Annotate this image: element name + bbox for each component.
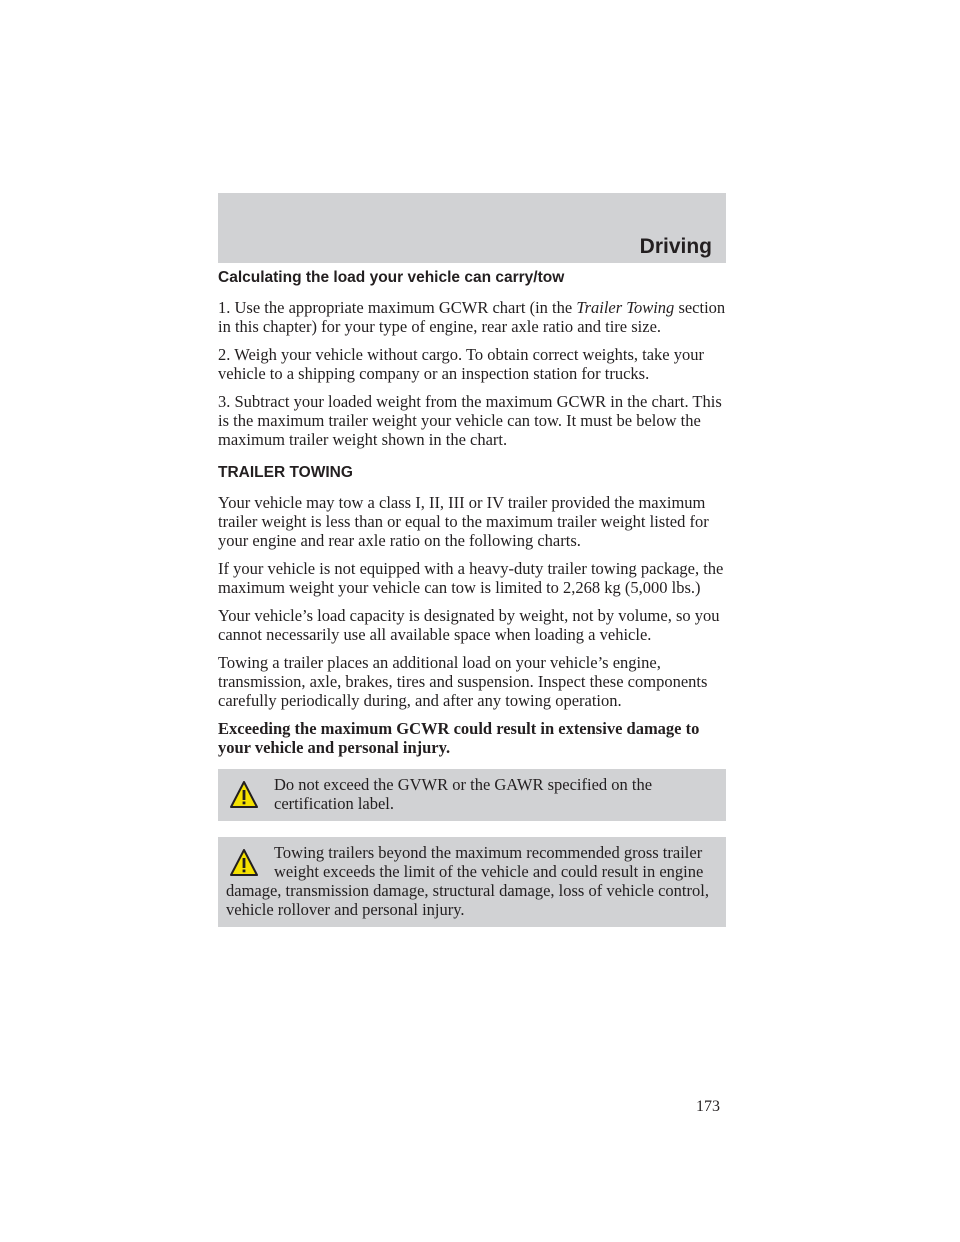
section-title: Driving: [639, 235, 712, 258]
section-header-band: [218, 193, 726, 263]
gcwr-bold-warning: Exceeding the maximum GCWR could result in extensive damage to your vehicle and personal injury.: [218, 719, 700, 757]
step-1-suffix: section in this chapter) for your type of engine, rear axle ratio and tire size.: [218, 298, 726, 336]
warning-text-gvwr: Do not exceed the GVWR or the GAWR specified on the certification label.: [274, 775, 653, 813]
page-number: 173: [696, 1098, 720, 1115]
warning-box-gvwr: [218, 769, 726, 821]
step-1-prefix: 1. Use the appropriate maximum GCWR chart (in the: [218, 298, 577, 317]
towing-paragraph-3: Your vehicle’s load capacity is designated by weight, not by volume, so you cannot necessarily use all available space when loading a vehicle.: [218, 606, 720, 644]
calc-heading: Calculating the load your vehicle can carry/tow: [218, 269, 565, 286]
towing-paragraph-1: Your vehicle may tow a class I, II, III or IV trailer provided the maximum trailer weight is less than or equal to the maximum trailer weight listed for your engine and rear axle ratio on the following charts.: [218, 493, 709, 550]
warning-text-towing-limit: Towing trailers beyond the maximum recommended gross trailer weight exceeds the limit of the vehicle and could result in engine damage, transmission damage, structural damage, loss of vehicle control, vehicle rollover and personal injury.: [226, 843, 709, 919]
trailer-towing-heading: TRAILER TOWING: [218, 464, 353, 481]
page-content: [218, 268, 726, 927]
warning-triangle-icon: [230, 849, 258, 877]
trailer-towing-reference: Trailer Towing: [576, 298, 675, 317]
warning-box-towing-limit: [218, 837, 726, 927]
step-2: 2. Weigh your vehicle without cargo. To obtain correct weights, take your vehicle to a shipping company or an inspection station for trucks.: [218, 345, 704, 383]
warning-triangle-icon: [230, 781, 258, 809]
step-1: [218, 298, 726, 336]
towing-paragraph-4: Towing a trailer places an additional load on your vehicle’s engine, transmission, axle, brakes, tires and suspension. Inspect these components carefully periodically during, and after any towing operation.: [218, 653, 708, 710]
towing-paragraph-2: If your vehicle is not equipped with a heavy-duty trailer towing package, the maximum weight your vehicle can tow is limited to 2,268 kg (5,000 lbs.): [218, 559, 724, 597]
step-3: 3. Subtract your loaded weight from the maximum GCWR in the chart. This is the maximum trailer weight your vehicle can tow. It must be below the maximum trailer weight shown in the chart.: [218, 392, 722, 449]
